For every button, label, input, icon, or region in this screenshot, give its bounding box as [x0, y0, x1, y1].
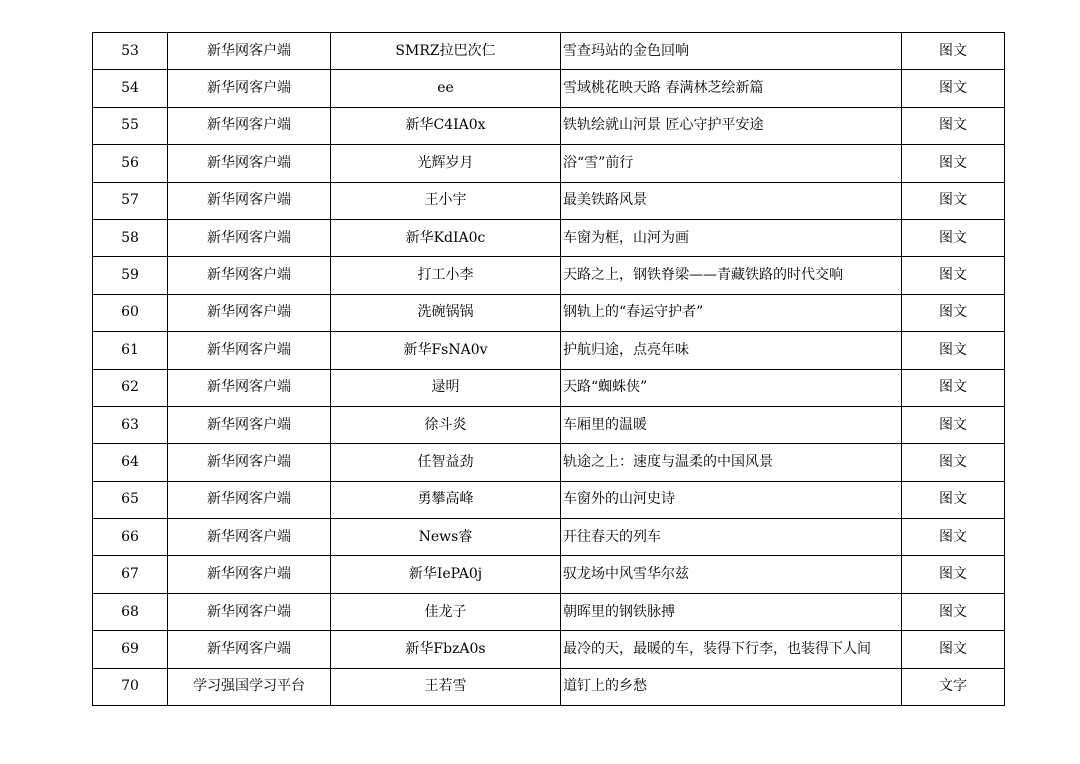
table-row [93, 33, 1005, 70]
work-title-cell: 朝晖里的钢铁脉搏 [561, 593, 902, 630]
author-cell: 逯明 [331, 369, 561, 406]
entry-number-cell: 69 [93, 631, 168, 668]
author-cell: 王小宇 [331, 182, 561, 219]
entry-number-cell: 56 [93, 145, 168, 182]
work-title-cell: 开往春天的列车 [561, 519, 902, 556]
platform-cell: 新华网客户端 [168, 406, 331, 443]
entry-number-cell: 68 [93, 593, 168, 630]
work-title-cell: 轨途之上：速度与温柔的中国风景 [561, 444, 902, 481]
entry-number-cell: 58 [93, 219, 168, 256]
entry-number-cell: 64 [93, 444, 168, 481]
work-type-cell: 图文 [902, 556, 1005, 593]
work-type-cell: 图文 [902, 481, 1005, 518]
author-cell: 打工小李 [331, 257, 561, 294]
author-cell: 新华FbzA0s [331, 631, 561, 668]
platform-cell: 学习强国学习平台 [168, 668, 331, 705]
platform-cell: 新华网客户端 [168, 444, 331, 481]
table-row [93, 519, 1005, 556]
work-title-cell: 铁轨绘就山河景 匠心守护平安途 [561, 107, 902, 144]
platform-cell: 新华网客户端 [168, 631, 331, 668]
work-title-cell: 雪域桃花映天路 春满林芝绘新篇 [561, 70, 902, 107]
work-title-cell: 天路“蜘蛛侠” [561, 369, 902, 406]
author-cell: 洗碗锅锅 [331, 294, 561, 331]
table-row [93, 668, 1005, 705]
author-cell: 徐斗炎 [331, 406, 561, 443]
platform-cell: 新华网客户端 [168, 219, 331, 256]
table-row [93, 107, 1005, 144]
work-type-cell: 图文 [902, 107, 1005, 144]
entry-number-cell: 67 [93, 556, 168, 593]
work-title-cell: 最冷的天，最暖的车，装得下行李，也装得下人间 [561, 631, 902, 668]
entry-number-cell: 66 [93, 519, 168, 556]
entry-number-cell: 55 [93, 107, 168, 144]
work-type-cell: 图文 [902, 593, 1005, 630]
entries-table-body [93, 33, 1005, 706]
work-title-cell: 驭龙场中风雪华尔兹 [561, 556, 902, 593]
table-row [93, 145, 1005, 182]
platform-cell: 新华网客户端 [168, 593, 331, 630]
table-row [93, 631, 1005, 668]
entry-number-cell: 59 [93, 257, 168, 294]
table-row [93, 219, 1005, 256]
author-cell: 佳龙子 [331, 593, 561, 630]
work-type-cell: 图文 [902, 519, 1005, 556]
platform-cell: 新华网客户端 [168, 481, 331, 518]
work-type-cell: 图文 [902, 631, 1005, 668]
entry-number-cell: 63 [93, 406, 168, 443]
platform-cell: 新华网客户端 [168, 33, 331, 70]
work-title-cell: 车窗外的山河史诗 [561, 481, 902, 518]
platform-cell: 新华网客户端 [168, 519, 331, 556]
platform-cell: 新华网客户端 [168, 145, 331, 182]
table-row [93, 70, 1005, 107]
author-cell: 任智益劲 [331, 444, 561, 481]
platform-cell: 新华网客户端 [168, 182, 331, 219]
table-row [93, 294, 1005, 331]
table-row [93, 556, 1005, 593]
platform-cell: 新华网客户端 [168, 107, 331, 144]
work-type-cell: 图文 [902, 257, 1005, 294]
work-title-cell: 雪查玛站的金色回响 [561, 33, 902, 70]
platform-cell: 新华网客户端 [168, 294, 331, 331]
work-type-cell: 文字 [902, 668, 1005, 705]
author-cell: 勇攀高峰 [331, 481, 561, 518]
author-cell: News睿 [331, 519, 561, 556]
work-type-cell: 图文 [902, 332, 1005, 369]
work-type-cell: 图文 [902, 33, 1005, 70]
entry-number-cell: 57 [93, 182, 168, 219]
entry-number-cell: 62 [93, 369, 168, 406]
platform-cell: 新华网客户端 [168, 556, 331, 593]
work-type-cell: 图文 [902, 294, 1005, 331]
author-cell: ee [331, 70, 561, 107]
table-row [93, 444, 1005, 481]
work-type-cell: 图文 [902, 70, 1005, 107]
table-row [93, 481, 1005, 518]
author-cell: 新华C4IA0x [331, 107, 561, 144]
entries-table [92, 32, 1005, 706]
table-row [93, 406, 1005, 443]
author-cell: 王若雪 [331, 668, 561, 705]
author-cell: SMRZ拉巴次仁 [331, 33, 561, 70]
work-title-cell: 道钉上的乡愁 [561, 668, 902, 705]
table-row [93, 332, 1005, 369]
entry-number-cell: 53 [93, 33, 168, 70]
entry-number-cell: 65 [93, 481, 168, 518]
platform-cell: 新华网客户端 [168, 70, 331, 107]
work-title-cell: 天路之上，钢铁脊梁——青藏铁路的时代交响 [561, 257, 902, 294]
table-row [93, 257, 1005, 294]
entry-number-cell: 61 [93, 332, 168, 369]
work-type-cell: 图文 [902, 369, 1005, 406]
work-title-cell: 车厢里的温暖 [561, 406, 902, 443]
entry-number-cell: 60 [93, 294, 168, 331]
work-type-cell: 图文 [902, 406, 1005, 443]
platform-cell: 新华网客户端 [168, 332, 331, 369]
author-cell: 光辉岁月 [331, 145, 561, 182]
author-cell: 新华KdIA0c [331, 219, 561, 256]
table-row [93, 369, 1005, 406]
table-row [93, 182, 1005, 219]
work-type-cell: 图文 [902, 182, 1005, 219]
work-title-cell: 最美铁路风景 [561, 182, 902, 219]
work-type-cell: 图文 [902, 219, 1005, 256]
work-type-cell: 图文 [902, 444, 1005, 481]
platform-cell: 新华网客户端 [168, 257, 331, 294]
platform-cell: 新华网客户端 [168, 369, 331, 406]
author-cell: 新华IePA0j [331, 556, 561, 593]
work-title-cell: 浴“雪”前行 [561, 145, 902, 182]
work-type-cell: 图文 [902, 145, 1005, 182]
entry-number-cell: 54 [93, 70, 168, 107]
entry-number-cell: 70 [93, 668, 168, 705]
work-title-cell: 钢轨上的“春运守护者” [561, 294, 902, 331]
work-title-cell: 车窗为框，山河为画 [561, 219, 902, 256]
author-cell: 新华FsNA0v [331, 332, 561, 369]
table-row [93, 593, 1005, 630]
work-title-cell: 护航归途，点亮年味 [561, 332, 902, 369]
